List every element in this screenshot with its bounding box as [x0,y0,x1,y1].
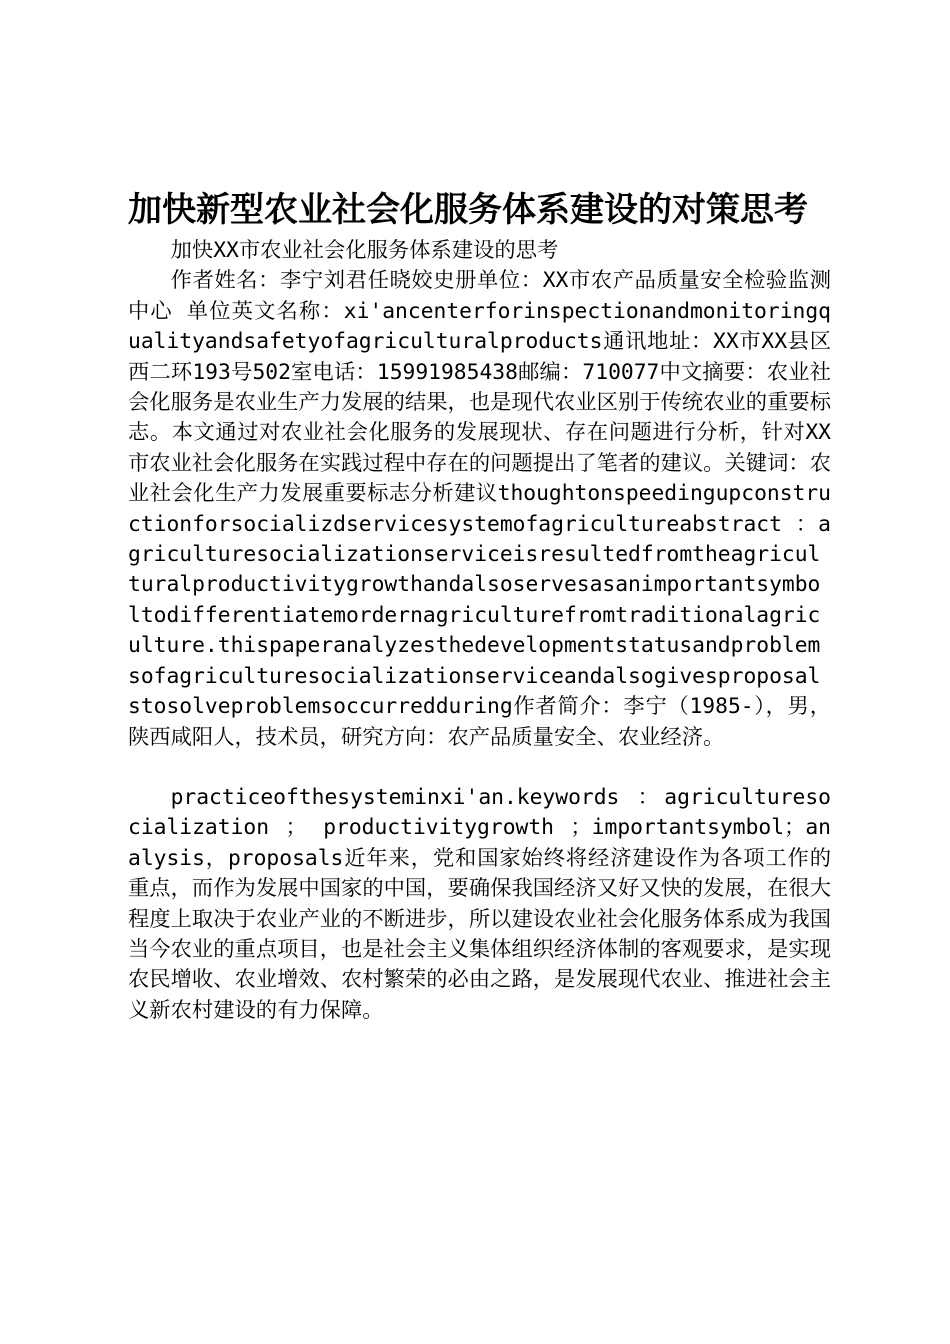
paragraph-gap [128,753,831,783]
document-title: 加快新型农业社会化服务体系建设的对策思考 [128,190,808,230]
continuation-paragraph: practiceofthesysteminxi'an.keywords ：agriculturesocialization ； productivitygrowth ；importantsymbol；analysis，proposals近年来，党和国家始终将经济建设作为各项工作的重点，而作为发展中国家的中国，要确保我国经济又好又快的发展，在很大程度上取决于农业产业的不断进步，所以建设农业社会化服务体系成为我国当今农业的重点项目，也是社会主义集体组织经济体制的客观要求，是实现农民增收、农业增效、农村繁荣的必由之路，是发展现代农业、推进社会主义新农村建设的有力保障。 [128,784,831,1023]
document-body [128,236,831,1026]
subtitle-paragraph: 加快XX市农业社会化服务体系建设的思考 [170,238,559,263]
author-abstract-paragraph: 作者姓名：李宁刘君任晓姣史册单位：XX市农产品质量安全检验监测中心 单位英文名称：xi'ancenterforinspectionandmonitoringqualityandsafetyofagriculturalproducts通讯地址：XX市XX县区西二环193号502室电话：15991985438邮编：710077中文摘要：农业社会化服务是农业生产力发展的结果，也是现代农业区别于传统农业的重要标志。本文通过对农业社会化服务的发展现状、存在问题进行分析，针对XX市农业社会化服务在实践过程中存在的问题提出了笔者的建议。关键词：农业社会化生产力发展重要标志分析建议thoughtonspeedingupconstructionforsocializdservicesystemofagricultureabstract ：agriculturesocializationserviceisresultedfromtheagriculturalproductivitygrowthandalsoservesasanimportantsymboltodifferentiatemordernagriculturefromtraditionalagriculture.thispaperanalyzesthedevelopmentstatusandproblemsofagriculturesocializationserviceandalsogivesproposalstosolveproblemsoccurredduring作者简介：李宁（1985-），男，陕西咸阳人，技术员，研究方向：农产品质量安全、农业经济。 [128,268,831,750]
